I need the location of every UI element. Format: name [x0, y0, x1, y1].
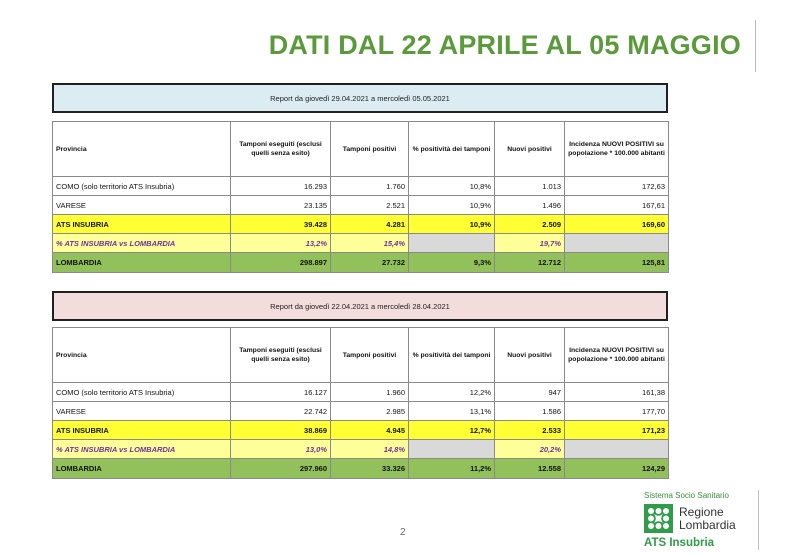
table-row-ats-insubria: [53, 215, 669, 234]
cell: 13,0%: [231, 440, 331, 459]
cell: 12,2%: [409, 383, 495, 402]
col-header-incidenza: Incidenza NUOVI POSITIVI su popolazione * 100.000 abitanti: [565, 122, 669, 177]
cell: VARESE: [53, 402, 231, 421]
logo-divider: [758, 490, 759, 550]
cell: 13,1%: [409, 402, 495, 421]
cell: 1.760: [331, 177, 409, 196]
table-row-como: [53, 177, 669, 196]
cell: 33.326: [331, 459, 409, 479]
report-header-1: Report da giovedì 29.04.2021 a mercoledì 05.05.2021: [52, 83, 668, 113]
table-row-ats-vs-lombardia: [53, 234, 669, 253]
col-header-tamponi-positivi: Tamponi positivi: [331, 328, 409, 383]
col-header-provincia: Provincia: [53, 328, 231, 383]
logo-name-regione: Regione: [679, 505, 724, 519]
cell: 2.509: [495, 215, 565, 234]
cell: 10,9%: [409, 196, 495, 215]
cell: 297.960: [231, 459, 331, 479]
page-number: 2: [400, 527, 406, 538]
table-row-como: [53, 383, 669, 402]
col-header-incidenza: Incidenza NUOVI POSITIVI su popolazione * 100.000 abitanti: [565, 328, 669, 383]
cell: COMO (solo territorio ATS Insubria): [53, 177, 231, 196]
col-header-tamponi-positivi: Tamponi positivi: [331, 122, 409, 177]
cell: 167,61: [565, 196, 669, 215]
col-header-percent-positivita: % positività dei tamponi: [409, 122, 495, 177]
cell: 19,7%: [495, 234, 565, 253]
cell: 14,8%: [331, 440, 409, 459]
slide-title: DATI DAL 22 APRILE AL 05 MAGGIO: [268, 30, 741, 60]
table-row-lombardia: [53, 253, 669, 273]
cell: 171,23: [565, 421, 669, 440]
cell: 161,38: [565, 383, 669, 402]
cell: % ATS INSUBRIA vs LOMBARDIA: [53, 234, 231, 253]
cell: 22.742: [231, 402, 331, 421]
logo-ats-insubria: ATS Insubria: [644, 537, 715, 549]
cell: 15,4%: [331, 234, 409, 253]
cell: 23.135: [231, 196, 331, 215]
col-header-tamponi-eseguiti: Tamponi eseguiti (esclusi quelli senza esito): [231, 328, 331, 383]
cell: 1.013: [495, 177, 565, 196]
cell-empty: [565, 234, 669, 253]
table-row-varese: [53, 402, 669, 421]
col-header-provincia: Provincia: [53, 122, 231, 177]
cell: LOMBARDIA: [53, 253, 231, 273]
cell: 16.127: [231, 383, 331, 402]
cell: VARESE: [53, 196, 231, 215]
logo-name-lombardia: Lombardia: [679, 518, 736, 532]
col-header-nuovi-positivi: Nuovi positivi: [495, 122, 565, 177]
cell: ATS INSUBRIA: [53, 421, 231, 440]
cell: 16.293: [231, 177, 331, 196]
cell: LOMBARDIA: [53, 459, 231, 479]
cell: 2.985: [331, 402, 409, 421]
cell: 1.960: [331, 383, 409, 402]
col-header-percent-positivita: % positività dei tamponi: [409, 328, 495, 383]
cell: 12.558: [495, 459, 565, 479]
cell-empty: [409, 234, 495, 253]
table-header-row: [53, 122, 669, 177]
cell: 2.521: [331, 196, 409, 215]
cell: 1.496: [495, 196, 565, 215]
col-header-nuovi-positivi: Nuovi positivi: [495, 328, 565, 383]
table-header-row: [53, 328, 669, 383]
cell: 11,2%: [409, 459, 495, 479]
cell: 2.533: [495, 421, 565, 440]
table-row-ats-vs-lombardia: [53, 440, 669, 459]
col-header-tamponi-eseguiti: Tamponi eseguiti (esclusi quelli senza esito): [231, 122, 331, 177]
cell: 10,8%: [409, 177, 495, 196]
cell: 177,70: [565, 402, 669, 421]
title-divider: [755, 20, 756, 72]
cell-empty: [565, 440, 669, 459]
cell: 12.712: [495, 253, 565, 273]
cell: 947: [495, 383, 565, 402]
cell: 172,63: [565, 177, 669, 196]
cell: 169,60: [565, 215, 669, 234]
cell: 10,9%: [409, 215, 495, 234]
table-row-varese: [53, 196, 669, 215]
cell: 124,29: [565, 459, 669, 479]
cell: COMO (solo territorio ATS Insubria): [53, 383, 231, 402]
cell: % ATS INSUBRIA vs LOMBARDIA: [53, 440, 231, 459]
cell: 4.945: [331, 421, 409, 440]
cell: 38.869: [231, 421, 331, 440]
cell-empty: [409, 440, 495, 459]
cell: 39.428: [231, 215, 331, 234]
table-row-lombardia: [53, 459, 669, 479]
table-row-ats-insubria: [53, 421, 669, 440]
report-table-1: [52, 121, 669, 273]
report-table-2: [52, 327, 669, 479]
cell: 4.281: [331, 215, 409, 234]
cell: 1.586: [495, 402, 565, 421]
report-header-2: Report da giovedì 22.04.2021 a mercoledì 28.04.2021: [52, 291, 668, 321]
cell: 20,2%: [495, 440, 565, 459]
cell: 12,7%: [409, 421, 495, 440]
cell: 13,2%: [231, 234, 331, 253]
cell: 125,81: [565, 253, 669, 273]
cell: 27.732: [331, 253, 409, 273]
regione-lombardia-rosa-camuna-icon: [644, 504, 673, 533]
cell: 9,3%: [409, 253, 495, 273]
cell: ATS INSUBRIA: [53, 215, 231, 234]
cell: 298.897: [231, 253, 331, 273]
logo-system-text: Sistema Socio Sanitario: [644, 491, 729, 500]
